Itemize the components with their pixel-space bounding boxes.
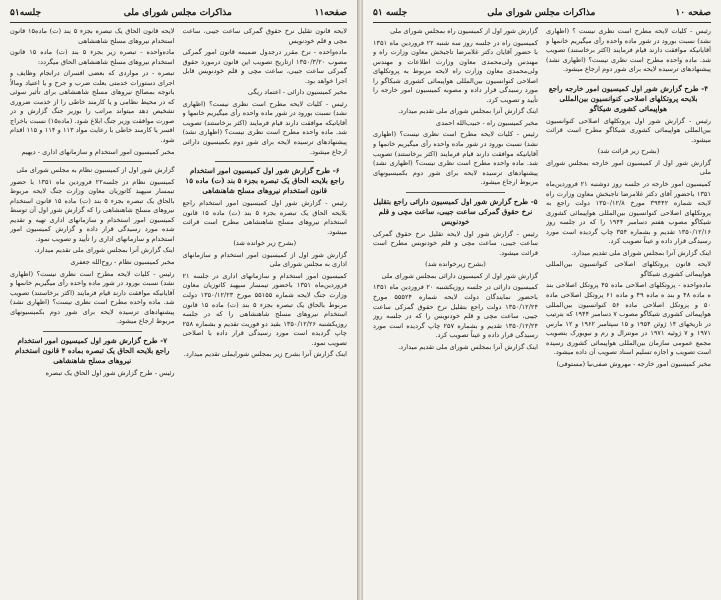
column-right [546, 27, 711, 597]
paragraph: مخبر کمیسیون دارائی - اعتماد ریگی [248, 88, 347, 97]
paragraph: رئیس - کلیات لایحه مطرح است نظری نیست ؟ (اظهاری نشد) نسبت بورود در شور ماده واحده رأی میگیریم خانمها و آقایانیکه موافقت دارند قیام فرمایند (اکثر برخاستند) تصویب شد. ماده واحده مطرح است نظری نیست؟ (اظهاری نشد) پیشنهادهای ترسیده لایحه برای شور دوم ارجاع میشود. [546, 27, 711, 74]
paragraph: اینک گزارش آنرا بمجلس شورای ملی تقدیم میدارد. [398, 107, 538, 116]
page-number: صفحه۱۱ [314, 8, 347, 18]
paragraph: گزارش شور اول از کمیسیون امور استخدام و سازمانهای اداری به مجلس شورای ملی [182, 250, 347, 269]
paragraph: کمیسیون امور خارجه در جلسه روز دوشنبه ۲۱ فروردین‌ماه ۱۳۵۱ باحضور آقای دکتر غلامرضا تاجبخش معاون وزارت راه لایحه شماره ۳۹۴۴۲ مورخ ۱۳۵۰/۱۲/۸ دولت راجع به پروتکلهای اصلاحی کنوانسیون بین‌المللی هواپیمائی کشوری شیکاگو مصوب هفتم دسامبر ۱۹۴۴ را که در جلسه روز ۱۳۵۰/۱۲/۱۶ تقدیم و بشماره ۳۵۴ چاپ گردیده است مورد رسیدگی قرار داده و عیناً تصویب کرد. [546, 180, 711, 246]
paragraph: کمیسیون امور استخدام و سازمانهای اداری در جلسه ۲۱ فروردین‌ماه ۱۳۵۱ باحضور تیمسار سپهبد کاتوزیان معاون وزارت جنگ لایحه شماره ۵۵۱۵۵ مورخ ۱۳۵۰/۱۲/۲۳ دولت مربوط بالحاق یک تبصره بجزء ۵ بند (ت) ماده ۱۵ قانون استخدام نیروهای مسلح شاهنشاهی را که در جلسه روزیکشنبه ۱۳۵۰/۱۲/۲۶ بقید دو فوریت تقدیم و بشماره ۲۵۸ چاپ گردیده است مورد رسیدگی قرار داده با اصلاحی تصویب نمود. [182, 271, 347, 347]
section-divider [215, 161, 314, 162]
section-heading: ۵- طرح گزارش شور اول کمیسیون دارائی راجع بتقلیل نرخ حقوق گمرکی ساعت جیبی، ساعت مچی و قلم خودنویس [373, 196, 538, 226]
paragraph: ماده‌واحده - تبصره زیر بجزء ۵ بند (ت) ماده ۱۵ قانون استخدام نیروهای مسلح شاهنشاهی الحاق میگردد: [10, 48, 175, 66]
left-page [0, 0, 358, 600]
paragraph: اینک گزارش آنرا بمجلس شورای ملی تقدیم میدارد. [34, 246, 175, 255]
section-heading: ۶- طرح گزارش شور اول کمیسیون امور استخدام راجع بلایحه الحاق یک تبصره بجزء ۵ بند (ت) ماده ۱۵ قانون استخدام نیروهای مسلح شاهنشاهی [185, 166, 345, 196]
stage-direction: (بشرح زیر قرائت شد) [597, 147, 660, 156]
paragraph: لایحه قانون تقلیل نرخ حقوق گمرکی ساعت جیبی، ساعت مچی و قلم خودنویس [182, 27, 347, 45]
paragraph: ماده‌واحده - نرخ مقرر درجدول ضمیمه قانون امور گمرکی مصوب ۱۳۵۰/۳/۲۰ ازتاریخ تصویب این قانون درمورد حقوق گمرکی ساعت جیبی، ساعت مچی و قلم خودنویس قابل اجرا خواهد بود. [182, 48, 347, 85]
section-divider [406, 192, 505, 193]
session-number: جلسه ۵۱ [373, 8, 408, 18]
paragraph: تبصره - در مواردی که بعضی افسران درانجام وظایف و اجرای دستورات خدمتی بعلت ضرب و جرح و یا اعتیاد ومالاً باتوجه بمصالح نیروهای مسلح شاهنشاهی برای تأثیر سوئی که در محیط نظامی و یا کارمند خاطی را از خدمت ضروری تشخیص دهد میتواند مراتب را بوزیر جنگ گزارش و در صورت موافقت وزیر جنگ ابلاغ شود. (ماده۱۵) نسبت باخراج افسر یا کارمند خاطی با رعایت مواد ۱۱۳ و ۱۱۴ و ۱۱۵ اقدام شود. [10, 69, 175, 145]
paragraph: کمیسیون راه در جلسه روز سه شنبه ۲۲ فروردین ماه ۱۳۵۱ با حضور آقایان دکتر غلامرضا تاجبخش معاون وزارت راه و مهندس ولی‌محمدی معاون وزارت اطلاعات و مهندس ولی‌محمدی معاون وزارت راه لایحه مربوط به پروتکلهای اصلاحی کنوانسیون بین‌المللی هواپیمائی کشوری شیکاگو را مورد رسیدگی قرار داده و مصوبه کمیسیون امور خارجه را تأیید و تصویب کرد. [373, 38, 538, 104]
paragraph: کمیسیون نظام در جلسه۲۲ فروردین ماه ۱۳۵۱ با حضور تیمسار سپهبد کاتوزیان معاون وزارت جنگ لایحه مربوط بالحاق یک تبصره بجزء ۵ بند (ت) ماده ۱۵ قانون استخدام نیروهای مسلح شاهنشاهی را که گزارش شور اول آن توسط کمیسیون امور استخدام و سازمانهای اداری تهیه و تقدیم شده مورد رسیدگی قرار داده و گزارش کمیسیون امور استخدام و سازمانهای اداری را تأیید و تصویب نمود. [10, 177, 175, 243]
section-divider [43, 161, 142, 162]
paragraph: لایحه قانون پروتکلهای اصلاحی کنوانسیون بین‌المللی هواپیمائی کشوری شیکاگو [546, 260, 711, 278]
paragraph: گزارش شور اول از کمیسیون راه بمجلس شورای ملی [390, 27, 538, 35]
paragraph: مخبر کمیسیون امور استخدام و سازمانهای اداری - دیهیم [21, 147, 175, 156]
column-right [183, 27, 348, 597]
paragraph: رئیس - گزارش شور اول کمیسیون امور استخدام راجع بلایحه الحاق یک تبصره بجزء ۵ بند (ت) ماده ۱۵ قانون استخدام نیروهای مسلح شاهنشاهی مطرح است قرائت میشود. [182, 199, 347, 236]
right-page [363, 0, 721, 600]
paragraph: رئیس - گزارش شور اول لایحه تقلیل نرخ حقوق گمرکی ساعت جیبی، ساعت مچی و قلم خودنویس مطرح است قرائت میشود. [373, 229, 538, 257]
paragraph: مخبر کمیسیون نظام - روح‌الله جعفری [70, 258, 175, 267]
stage-direction: (بشرح زیرخوانده شد) [425, 260, 486, 269]
section-heading: ۴- طرح گزارش شور اول کمیسیون امور خارجه راجع بلایحه پروتکلهای اصلاحی کنوانسیون بین‌المللی هواپیمائی کشوری شیکاگو [548, 83, 709, 113]
section-divider [43, 331, 142, 332]
section-heading: ۷- طرح گزارش شور اول کمیسیون امور استخدام راجع بلایحه الحاق یک تبصره بماده ۴ قانون استخدام نیروهای مسلح شاهنشاهی [14, 335, 170, 365]
paragraph: گزارش شور اول از کمیسیون امور خارجه بمجلس شورای ملی [546, 158, 711, 177]
page-number: صفحه ۱۰ [675, 8, 711, 18]
section-divider [579, 79, 678, 80]
paragraph: گزارش شور اول از کمیسیون نظام به مجلس شورای ملی [16, 166, 175, 175]
paragraph: رئیس - کلیات لایحه مطرح است نظری نیست؟ (اظهاری نشد) نسبت بورود در شور ماده واحده رأی میگیریم خانمها و آقایانیکه موافقت دارند قیام فرمایند (اکثر برخاستند) تصویب شد. ماده واحده مطرح است نظری نیست؟ (اظهاری نشد) پیشنهادهای ترسیده لایحه برای شور دوم بکمیسیون دارائی ارجاع میشود. [182, 99, 347, 156]
page-title: مذاکرات مجلس شورای ملی [123, 8, 232, 18]
paragraph: مخبر کمیسیون راه - حبیب‌الله احمدی [435, 118, 538, 127]
paragraph: لایحه قانون الحاق یک تبصره بجزء ۵ بند (ت) ماده۱۵ قانون استخدام نیروهای مسلح شاهنشاهی [10, 27, 175, 45]
paragraph: رئیس - گزارش شور اول پروتکلهای اصلاحی کنوانسیون بین‌المللی هواپیمائی کشوری شیکاگو مطرح است قرائت میشود. [546, 116, 711, 144]
session-number: جلسه۵۱ [10, 8, 42, 18]
paragraph: اینک گزارش آنرا بمجلس شورای ملی تقدیم میدارد. [571, 248, 711, 257]
paragraph: اینک گزارش آنرا بشرح زیر بمجلس شورایملی تقدیم میدارد. [183, 350, 347, 359]
page-header [373, 6, 711, 23]
page-header [10, 6, 347, 23]
paragraph: مخبر کمیسیون امور خارجه - مهروش صفی‌نیا (مستوفی) [556, 359, 711, 368]
paragraph: ماده‌واحده - پروتکلهای اصلاحی ماده ۴۵ پروتکل اصلاحی بند ه ماده ۴۸ و بند ه ماده ۴۹ و ماده ۶۱ پروتکل اصلاحی ماده ۵۰ و پروتکل اصلاحی ماده ۵۶ کنوانسیون بین‌المللی هواپیمائی کشوری شیکاگو مصوب ۷ دسامبر ۱۹۴۴ که بترتیب در تاریخهای ۱۴ ژوئن ۱۹۵۴ و ۱۵ سپتامبر ۱۹۶۲ و ۱۲ مارس ۱۹۷۱ و ۷ ژوئیه ۱۹۷۱ در مونترال و رم و نیویورک بتصویب مجمع عمومی سازمان بین‌المللی هواپیمائی کشوری رسیده است تصویب و اجازه تسلیم اسناد تصویب آن داده میشود. [546, 281, 711, 357]
paragraph: کمیسیون دارائی در جلسه روزیکشنبه ۲۰ فروردین ماه ۱۳۵۱ باحضور نمایندگان دولت لایحه شماره ۵۵۵۲۴ مورخ ۱۳۵۰/۱۲/۲۴ دولت راجع بتقلیل نرخ حقوق گمرکی ساعت جیبی، ساعت مچی و قلم خودنویس را که در جلسه روز ۱۳۵۰/۱۲/۲۴ تقدیم و بشماره ۲۵۷ چاپ گردیده است مورد رسیدگی قرار داده و عیناً تصویب کرد. [373, 283, 538, 340]
paragraph: رئیس - کلیات لایحه مطرح است نظری نیست؟ (اظهاری نشد) نسبت بورود در شور ماده واحده رأی میگیریم خانمها و آقایانیکه موافقت دارند قیام فرمایند (اکثر برخاستند) تصویب شد. ماده واحده مطرح است نظری نیست؟ (اظهاری نشد) پیشنهادهای ترسیده لایحه برای شور دوم بکمیسیونهای مربوط ارجاع میشود. [10, 269, 175, 326]
paragraph: گزارش شور اول از کمیسیون دارائی بمجلس شورای ملی [381, 271, 538, 280]
column-left [10, 27, 175, 597]
paragraph: رئیس - کلیات لایحه مطرح است نظری نیست؟ (اظهاری نشد) نسبت بورود در شور ماده واحده رأی میگیریم خانمها و آقایانیکه موافقت دارند قیام فرمایند (اکثر برخاستند) تصویب شد. ماده واحده مطرح است نظری نیست؟ (اظهاری نشد) پیشنهادهای ترسیده لایحه برای شور دوم بکمیسیونهای مربوط ارجاع میشود. [373, 130, 538, 187]
page-title: مذاکرات مجلس شورای ملی [487, 8, 596, 18]
column-left [373, 27, 538, 597]
stage-direction: (بشرح زیر خوانده شد) [233, 239, 297, 248]
paragraph: رئیس - طرح گزارش شور اول الحاق یک تبصره [45, 368, 175, 377]
paragraph: اینک گزارش آنرا بمجلس شورای ملی تقدیم میدارد. [398, 342, 538, 351]
